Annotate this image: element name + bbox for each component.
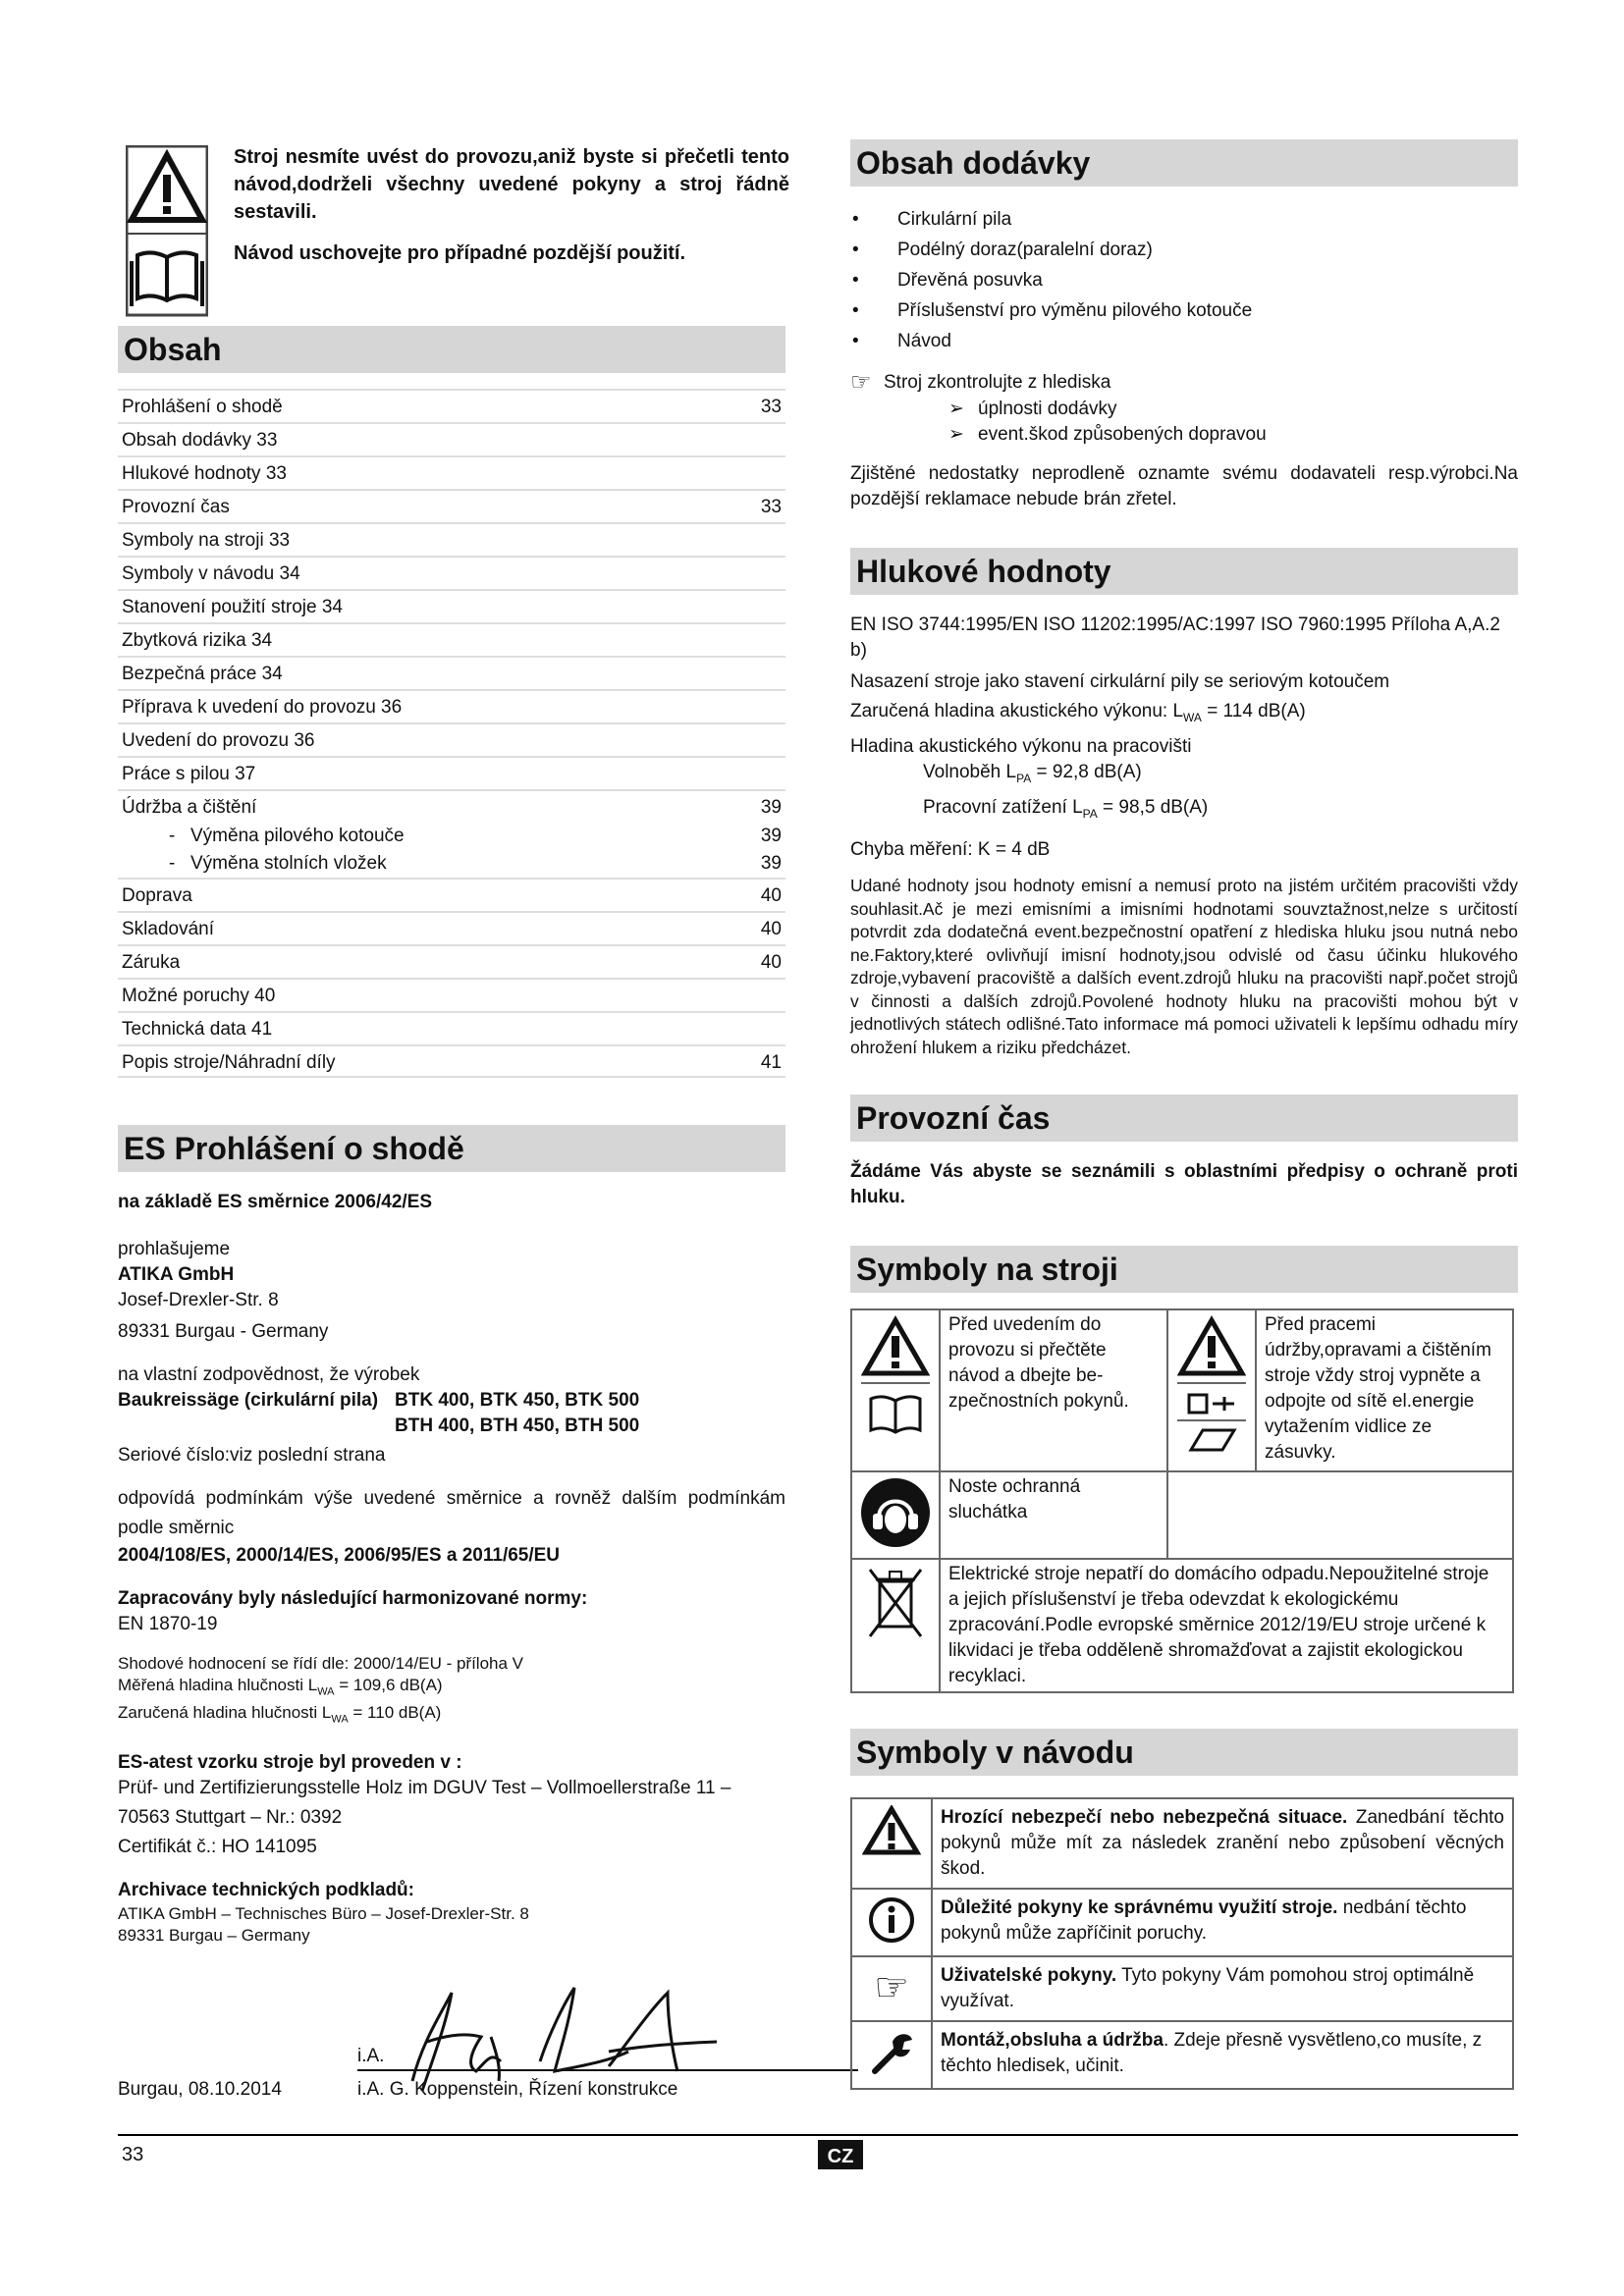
toc-row[interactable]: [118, 589, 785, 622]
noise-line-6: Chyba měření: K = 4 dB: [850, 839, 1051, 861]
toc-label: Zbytková rizika 34: [122, 630, 273, 651]
es-declaration-body: [118, 1190, 785, 1947]
warning-block: [118, 139, 789, 326]
toc-row[interactable]: [118, 722, 785, 756]
symbols-machine-heading: Symboly na stroji: [850, 1246, 1518, 1293]
es-street: Josef-Drexler-Str. 8: [118, 1290, 279, 1310]
toc-label: Příprava k uvedení do provozu 36: [122, 697, 403, 718]
es-norms: EN 1870-19: [118, 1614, 218, 1634]
warning-icons: [126, 145, 208, 327]
delivery-item: • Návod: [850, 326, 1518, 356]
toc-page: 33: [760, 497, 782, 517]
arrow-icon: ➢: [948, 424, 964, 445]
es-models-2: BTH 400, BTH 450, BTH 500: [395, 1415, 640, 1436]
delivery-check-text: Stroj zkontrolujte z hlediska: [884, 371, 1111, 393]
right-column: [850, 139, 1518, 2090]
es-models: [395, 1388, 639, 1439]
toc-row[interactable]: [118, 756, 785, 789]
toc-page: 39: [760, 826, 782, 846]
symbol-text-2: Před pracemi údržby,opravami a čištěním stroje vždy stroj vypněte a odpojte od sítě el.energie vytažením vidlice ze zásuvky.: [1256, 1309, 1513, 1471]
noise-line-4: Volnoběh $L_{PA} = 92,8$ dB(A): [923, 761, 1142, 785]
toc-row[interactable]: [118, 422, 785, 455]
pointing-hand-icon: ☞: [851, 1956, 932, 2021]
toc-label: Bezpečná práce 34: [122, 664, 283, 684]
es-assessment-1: Shodové hodnocení se řídí dle: 2000/14/EU - příloha V: [118, 1654, 523, 1673]
noise-line-1: Nasazení stroje jako stavení cirkulární pily se seriovým kotoučem: [850, 671, 1390, 692]
manual-symbol-text-4: Montáž,obsluha a údržba. Zdeje přesně vysvětleno,co musíte, z těchto hledisek, učinit.: [932, 2021, 1513, 2089]
toc-label: Doprava: [122, 885, 192, 906]
es-archive-1: ATIKA GmbH – Technisches Büro – Josef-Drexler-Str. 8: [118, 1903, 529, 1923]
es-basis: na základě ES směrnice 2006/42/ES: [118, 1192, 433, 1212]
symbol-cell: [851, 1889, 932, 1956]
toc-label: Prohlášení o shodě: [122, 397, 283, 417]
toc-page: 40: [760, 885, 782, 906]
delivery-item: • Dřevěná posuvka: [850, 265, 1518, 295]
toc-row[interactable]: [118, 978, 785, 1011]
toc-heading: Obsah: [118, 326, 785, 373]
symbols-machine-table: [850, 1308, 1514, 1693]
symbol-text-3: Noste ochranná sluchátka: [940, 1471, 1167, 1559]
es-models-1: BTK 400, BTK 450, BTK 500: [395, 1390, 640, 1411]
toc-label: Popis stroje/Náhradní díly: [122, 1052, 336, 1073]
toc-row[interactable]: [118, 878, 785, 911]
warning-line-1: Stroj nesmíte uvést do provozu,aniž byste si přečetli tento návod,dodrželi všechny uvedené pokyny a stroj řádně sestavili.: [234, 146, 789, 223]
toc-subrow[interactable]: [118, 850, 785, 878]
toc-page: 39: [760, 853, 782, 874]
delivery-check-item: ➢ event.škod způsobených dopravou: [850, 422, 1518, 448]
symbol-cell: [1167, 1309, 1256, 1471]
delivery-item: • Příslušenství pro výměnu pilového kotouče: [850, 295, 1518, 326]
toc-label: Výměna pilového kotouče: [190, 826, 405, 846]
es-atest-2: 70563 Stuttgart – Nr.: 0392: [118, 1806, 343, 1828]
optime-text: Žádáme Vás abyste se seznámili s oblastními předpisy o ochraně proti hluku.: [850, 1161, 1518, 1208]
toc-label: Výměna stolních vložek: [190, 853, 387, 874]
toc-row[interactable]: [118, 1011, 785, 1044]
arrow-icon: ➢: [948, 399, 964, 419]
es-declare: prohlašujeme: [118, 1239, 231, 1259]
toc-row[interactable]: [118, 911, 785, 944]
noise-paragraph: Udané hodnoty jsou hodnoty emisní a nemusí proto na jistém určitém pracovišti vždy souhlasit.Ač je mezi emisními a imisními hodnotami souvztažnost,nelze s určitostí potvrdit zda dodatečná event.bezpečnostní opatření z hlediska hluku jsou nutná nebo ne.Faktory,které ovlivňují imisní hodnoty,jsou odvislé od času účinku hlukového zdroje,vybavení pracoviště a dalších event.zdrojů hluku na pracovišti např.počet strojů v činnosti a dalších zdrojů.Povolené hodnoty hluku na pracovišti mohou být v jednotlivých státech odlišné.Tato informace má pomoci uživateli k lepšímu odhadu míry ohrožení hlukem a riziku předcházet.: [850, 876, 1518, 1057]
toc-row[interactable]: [118, 689, 785, 722]
ear-protection-icon: [859, 1476, 932, 1549]
es-serial: Seriové číslo:viz poslední strana: [118, 1445, 386, 1466]
es-atest-title: ES-atest vzorku stroje byl proveden v :: [118, 1751, 462, 1773]
toc-label: Hlukové hodnoty 33: [122, 463, 287, 484]
symbol-cell: [851, 1309, 940, 1471]
toc-label: Stanovení použití stroje 34: [122, 597, 343, 617]
toc-row[interactable]: [118, 455, 785, 489]
delivery-item: • Cirkulární pila: [850, 204, 1518, 235]
unplug-before-maintenance-icon: [1177, 1314, 1246, 1462]
signature-name: i.A. G. Koppenstein, Řízení konstrukce: [357, 2079, 678, 2100]
toc-row[interactable]: [118, 389, 785, 422]
warning-read-manual-icon: [861, 1314, 930, 1442]
toc-dash: -: [169, 826, 176, 846]
toc-dash: -: [169, 853, 176, 874]
delivery-note: Zjištěné nedostatky neprodleně oznamte svému dodavateli resp.výrobci.Na pozdější reklamace nebude brán zřetel.: [850, 463, 1518, 509]
delivery-check-item: ➢ úplnosti dodávky: [850, 397, 1518, 422]
toc-label: Symboly na stroji 33: [122, 530, 291, 551]
symbols-manual-table: [850, 1797, 1514, 2090]
es-directives: 2004/108/ES, 2000/14/ES, 2006/95/ES a 2011/65/EU: [118, 1545, 561, 1566]
toc-row[interactable]: [118, 656, 785, 689]
es-declaration-heading: ES Prohlášení o shodě: [118, 1125, 785, 1172]
symbol-text-4: Elektrické stroje nepatří do domácího odpadu.Nepoužitelné stroje a jejich příslušenství je třeba odevzdat k ekologickému zpracování.Podle evropské směrnice 2012/19/EU stroje určené k likvidaci je třeba odděleně shromažďovat a zajistit ekologickou recyklaci.: [940, 1559, 1513, 1692]
toc-label: Provozní čas: [122, 497, 230, 517]
pointing-hand-icon: ☞: [850, 369, 872, 396]
toc-label: Skladování: [122, 919, 215, 939]
toc-subrow[interactable]: [118, 823, 785, 850]
toc-page: 40: [760, 919, 782, 939]
table-of-contents: [118, 389, 785, 1078]
toc-page: 33: [760, 397, 782, 417]
noise-line-2: Zaručená hladina akustického výkonu: $L_{WA} = 114$ dB(A): [850, 701, 1306, 724]
es-assessment-3: Zaručená hladina hlučnosti $L_{WA} = 110$ dB(A): [118, 1703, 442, 1726]
warning-triangle-icon: [862, 1805, 921, 1856]
toc-label: Možné poruchy 40: [122, 986, 276, 1006]
warning-text: [234, 143, 789, 267]
left-column: [118, 139, 789, 1947]
noise-line-3: Hladina akustického výkonu na pracovišti: [850, 735, 1192, 757]
es-product: Baukreissäge (cirkulární pila): [118, 1390, 379, 1411]
toc-row[interactable]: [118, 522, 785, 556]
toc-label: Údržba a čištění: [122, 797, 257, 818]
manual-symbol-text-1: Hrozící nebezpečí nebo nebezpečná situace. Zanedbání těchto pokynů může mít za následek zranění nebo způsobení věcných škod.: [932, 1798, 1513, 1889]
es-product-row: [118, 1388, 785, 1439]
symbols-manual-heading: Symboly v návodu: [850, 1729, 1518, 1776]
toc-page: 39: [760, 797, 782, 818]
signature-place-date: Burgau, 08.10.2014: [118, 2079, 282, 2100]
toc-label: Obsah dodávky 33: [122, 430, 278, 451]
toc-label: Záruka: [122, 952, 181, 973]
manual-symbol-text-3: Uživatelské pokyny. Tyto pokyny Vám pomohou stroj optimálně využívat.: [932, 1956, 1513, 2021]
signature-line: [357, 2069, 858, 2071]
toc-label: Symboly v návodu 34: [122, 563, 300, 584]
info-icon: [867, 1896, 916, 1945]
es-responsibility: na vlastní zodpovědnost, že výrobek: [118, 1364, 420, 1385]
es-city: 89331 Burgau - Germany: [118, 1321, 329, 1342]
es-conforms: odpovídá podmínkám výše uvedené směrnice a rovněž dalším podmínkám podle směrnic: [118, 1488, 785, 1538]
delivery-check: [850, 368, 1518, 397]
symbol-text-1: Před uvedením do provozu si přečtěte návod a dbejte be-zpečnostních pokynů.: [940, 1309, 1167, 1471]
delivery-list: [850, 204, 1518, 356]
noise-standard: EN ISO 3744:1995/EN ISO 11202:1995/AC:1997 ISO 7960:1995 Příloha A,A.2 b): [850, 614, 1500, 661]
noise-body: [850, 613, 1518, 1059]
toc-label: Práce s pilou 37: [122, 764, 256, 784]
es-atest-3: Certifikát č.: HO 141095: [118, 1836, 317, 1857]
toc-label: Technická data 41: [122, 1019, 273, 1040]
symbol-cell: [851, 2021, 932, 2089]
footer-rule: [118, 2134, 1518, 2136]
signature-ia: i.A.: [357, 2046, 385, 2066]
es-archive-title: Archivace technických podkladů:: [118, 1879, 414, 1900]
wrench-icon: [867, 2028, 916, 2077]
warning-line-2: Návod uschovejte pro případné pozdější použití.: [234, 242, 686, 264]
noise-heading: Hlukové hodnoty: [850, 548, 1518, 595]
es-atest-1: Prüf- und Zertifizierungsstelle Holz im DGUV Test – Vollmoellerstraße 11 –: [118, 1777, 731, 1798]
optime-heading: Provozní čas: [850, 1095, 1518, 1142]
symbol-empty-cell: [1167, 1471, 1513, 1559]
delivery-item: • Podélný doraz(paralelní doraz): [850, 235, 1518, 265]
toc-row[interactable]: [118, 944, 785, 978]
signature-area: [118, 1983, 795, 2110]
toc-row[interactable]: [118, 1044, 785, 1078]
symbol-cell: [851, 1798, 932, 1889]
es-archive-2: 89331 Burgau – Germany: [118, 1925, 310, 1945]
es-assessment-2: Měřená hladina hlučnosti $L_{WA} = 109,6$ dB(A): [118, 1676, 443, 1698]
toc-row[interactable]: [118, 622, 785, 656]
es-company: ATIKA GmbH: [118, 1264, 235, 1285]
es-norms-title: Zapracovány byly následující harmonizované normy:: [118, 1588, 588, 1609]
delivery-heading: Obsah dodávky: [850, 139, 1518, 187]
toc-row[interactable]: [118, 789, 785, 823]
symbol-cell: [851, 1471, 940, 1559]
manual-symbol-text-2: Důležité pokyny ke správnému využití stroje. nedbání těchto pokynů může zapříčinit poruchy.: [932, 1889, 1513, 1956]
noise-line-5: Pracovní zatížení $L_{PA} = 98,5$ dB(A): [923, 796, 1209, 821]
toc-page: 41: [760, 1052, 782, 1073]
toc-label: Uvedení do provozu 36: [122, 730, 315, 751]
toc-page: 40: [760, 952, 782, 973]
toc-row[interactable]: [118, 556, 785, 589]
symbol-cell: [851, 1559, 940, 1692]
warning-triangle-icon: [126, 145, 208, 322]
toc-row[interactable]: [118, 489, 785, 522]
crossed-bin-icon: [866, 1564, 925, 1642]
language-badge: CZ: [818, 2140, 863, 2169]
page-number: 33: [122, 2144, 144, 2165]
